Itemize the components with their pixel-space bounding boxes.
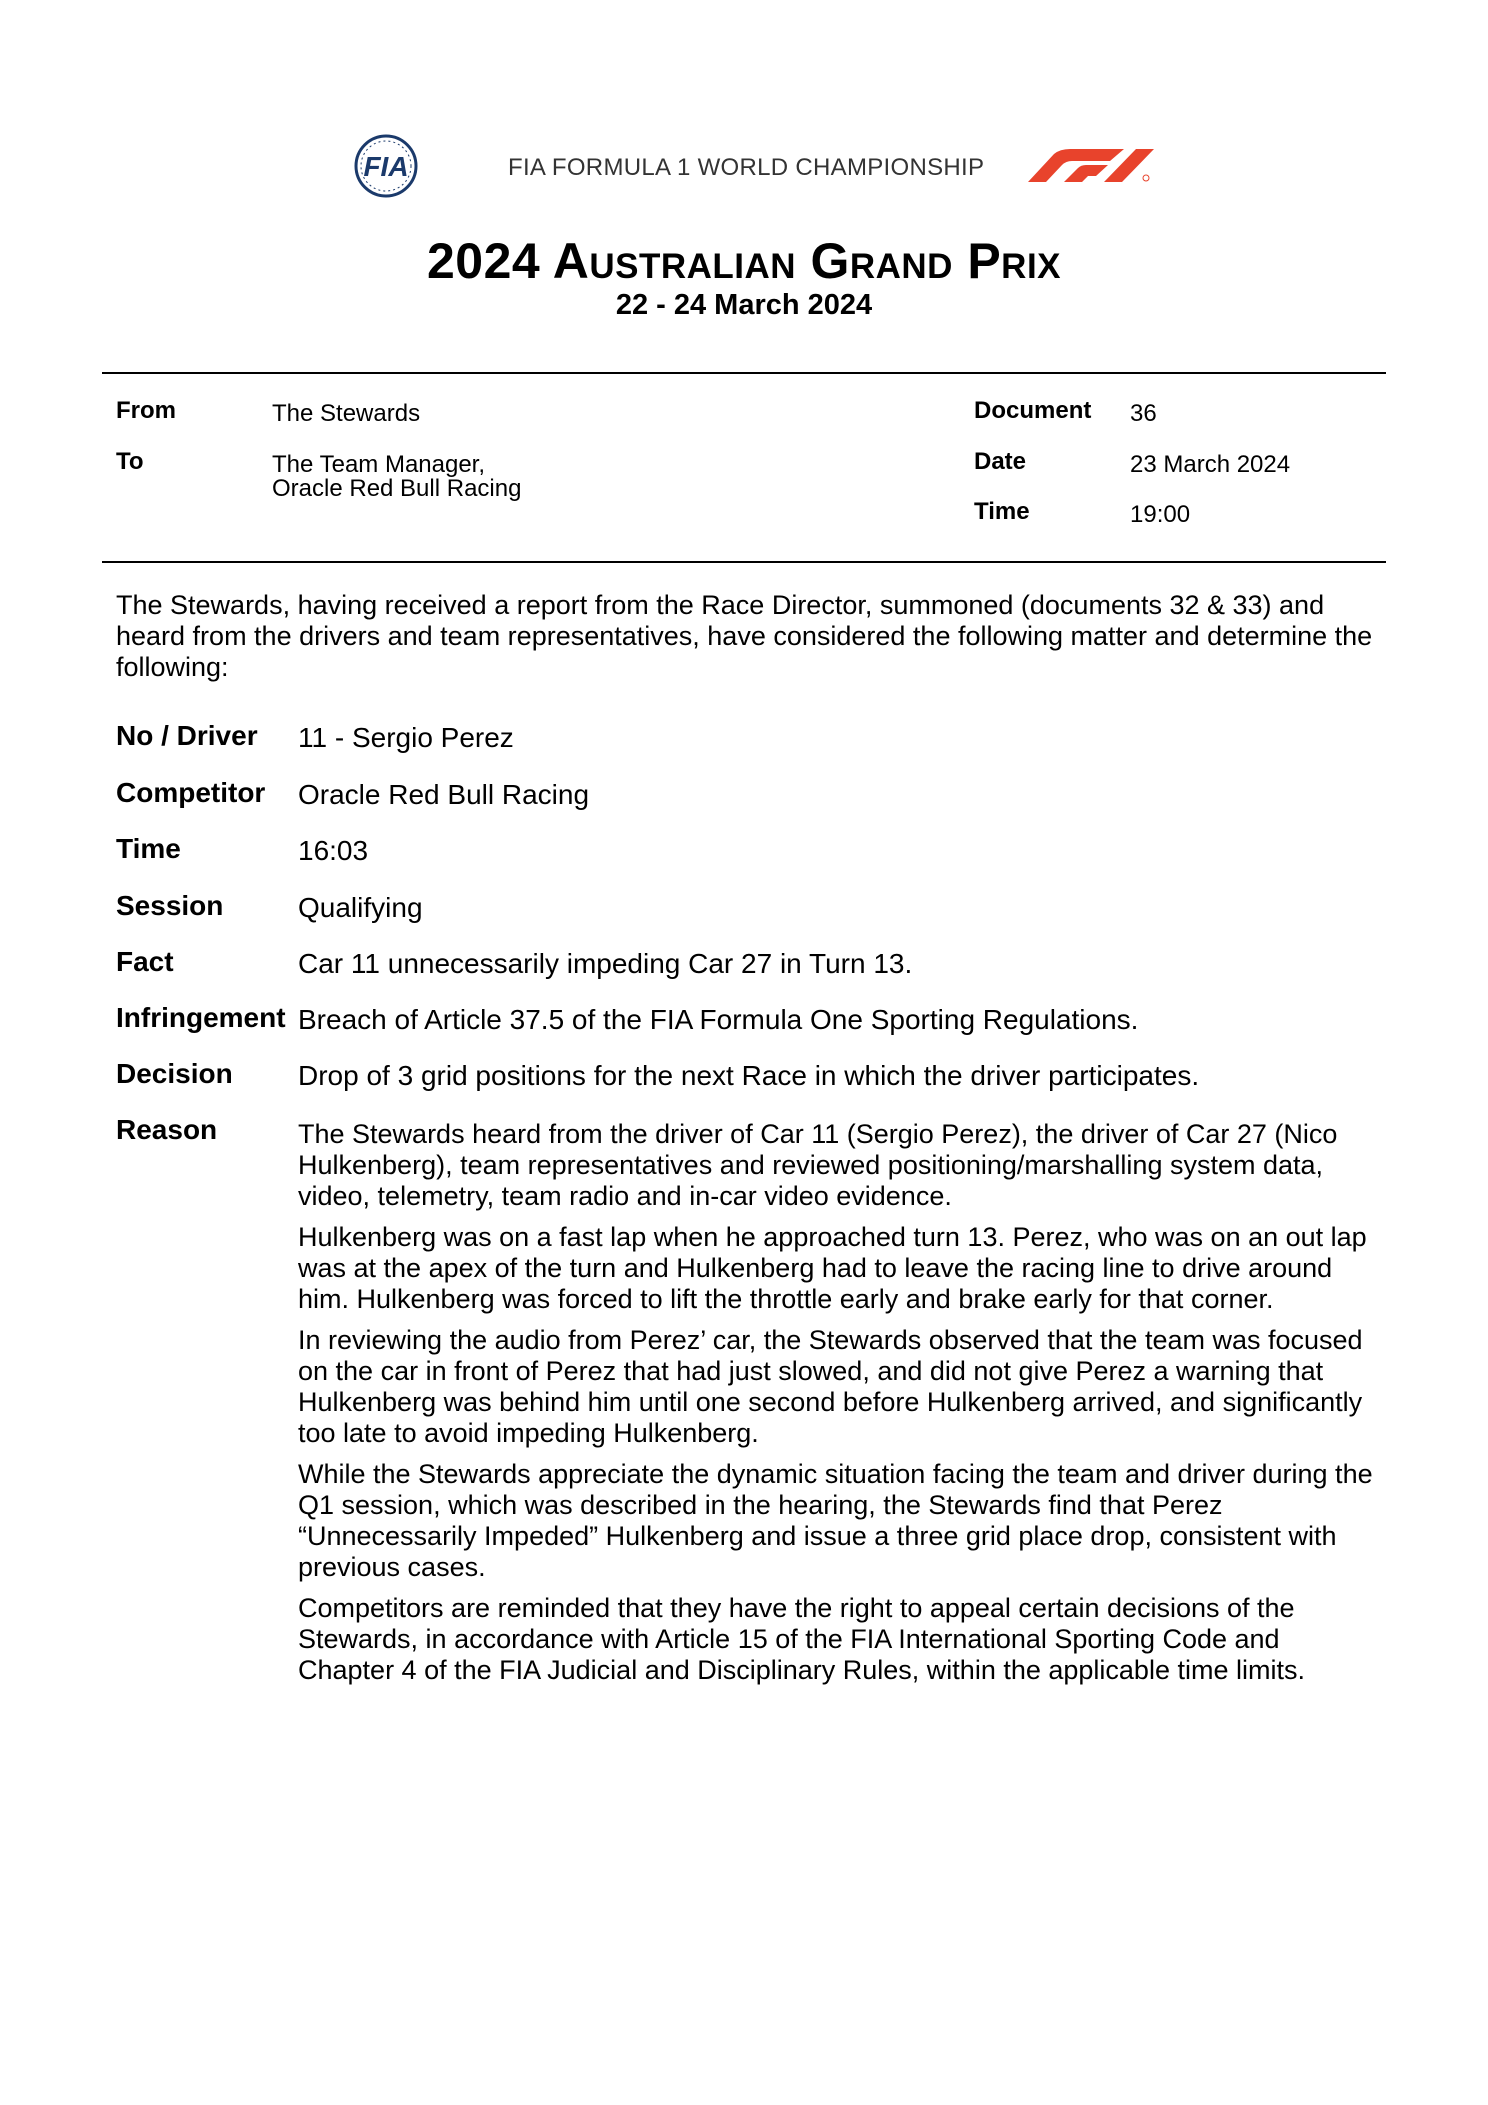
session-value: Qualifying bbox=[298, 892, 423, 923]
reason-paragraph-3: In reviewing the audio from Perez’ car, the Stewards observed that the team was focused on the car in front of Perez that had just slowed, and did not give Perez a warning that Hulkenberg was behind him until one second before Hulkenberg arrived, and significantly too late to avoid impeding Hulkenberg. bbox=[298, 1325, 1363, 1448]
fact-value: Car 11 unnecessarily impeding Car 27 in Turn 13. bbox=[298, 948, 913, 979]
championship-title: FIA FORMULA 1 WORLD CHAMPIONSHIP bbox=[508, 154, 985, 181]
fia-logo bbox=[340, 134, 432, 198]
time-value: 19:00 bbox=[1130, 501, 1191, 528]
time-row-value: 16:03 bbox=[298, 835, 369, 866]
event-dates: 22 - 24 March 2024 bbox=[615, 289, 873, 321]
reason-paragraph-4: While the Stewards appreciate the dynamic situation facing the team and driver during the Q1 session, which was described in the hearing, the Stewards find that Perez “Unnecessarily Impeded” Hulkenberg and issue a three grid place drop, consistent with previous cases. bbox=[298, 1459, 1373, 1582]
intro-paragraph: The Stewards, having received a report from the Race Director, summoned (documents 32 & 33) and heard from the drivers and team representatives, have considered the following matter and determine the following: bbox=[116, 590, 1373, 682]
driver-value: 11 - Sergio Perez bbox=[298, 722, 514, 753]
document-value: 36 bbox=[1130, 400, 1157, 427]
competitor-value: Oracle Red Bull Racing bbox=[298, 779, 590, 810]
document-label: Document bbox=[974, 397, 1092, 424]
time-row-label: Time bbox=[116, 833, 181, 864]
time-label: Time bbox=[974, 498, 1030, 525]
f1-logo bbox=[1020, 148, 1154, 184]
decision-label: Decision bbox=[116, 1058, 233, 1089]
reason-label: Reason bbox=[116, 1114, 218, 1145]
date-label: Date bbox=[974, 448, 1027, 475]
fia-logo-text: FIA bbox=[363, 151, 409, 182]
to-value-line2: Oracle Red Bull Racing bbox=[272, 475, 522, 502]
to-value-line1: The Team Manager, bbox=[272, 451, 486, 478]
infringement-label: Infringement bbox=[116, 1002, 286, 1033]
to-label: To bbox=[116, 448, 144, 475]
fact-label: Fact bbox=[116, 946, 174, 977]
reason-paragraph-2: Hulkenberg was on a fast lap when he approached turn 13. Perez, who was on an out lap was at the apex of the turn and Hulkenberg had to leave the racing line to drive around him. Hulkenberg was forced to lift the throttle early and brake early for that corner. bbox=[298, 1222, 1367, 1314]
from-value: The Stewards bbox=[272, 400, 421, 427]
event-title: 2024 Australian Grand Prix bbox=[426, 233, 1062, 289]
from-label: From bbox=[116, 397, 176, 424]
competitor-label: Competitor bbox=[116, 777, 266, 808]
reason-paragraph-1: The Stewards heard from the driver of Car 11 (Sergio Perez), the driver of Car 27 (Nico Hulkenberg), team representatives and reviewed positioning/marshalling system data, video, telemetry, team radio and in-car video evidence. bbox=[298, 1119, 1338, 1211]
divider-bottom bbox=[102, 561, 1386, 563]
session-label: Session bbox=[116, 890, 224, 921]
decision-value: Drop of 3 grid positions for the next Race in which the driver participates. bbox=[298, 1060, 1200, 1091]
driver-label: No / Driver bbox=[116, 720, 258, 751]
date-value: 23 March 2024 bbox=[1130, 451, 1291, 478]
divider-top bbox=[102, 372, 1386, 374]
infringement-value: Breach of Article 37.5 of the FIA Formula One Sporting Regulations. bbox=[298, 1004, 1139, 1035]
reason-paragraph-5: Competitors are reminded that they have the right to appeal certain decisions of the Stewards, in accordance with Article 15 of the FIA International Sporting Code and Chapter 4 of the FIA Judicial and Disciplinary Rules, within the applicable time limits. bbox=[298, 1593, 1305, 1685]
reason-body bbox=[298, 1119, 1378, 1696]
